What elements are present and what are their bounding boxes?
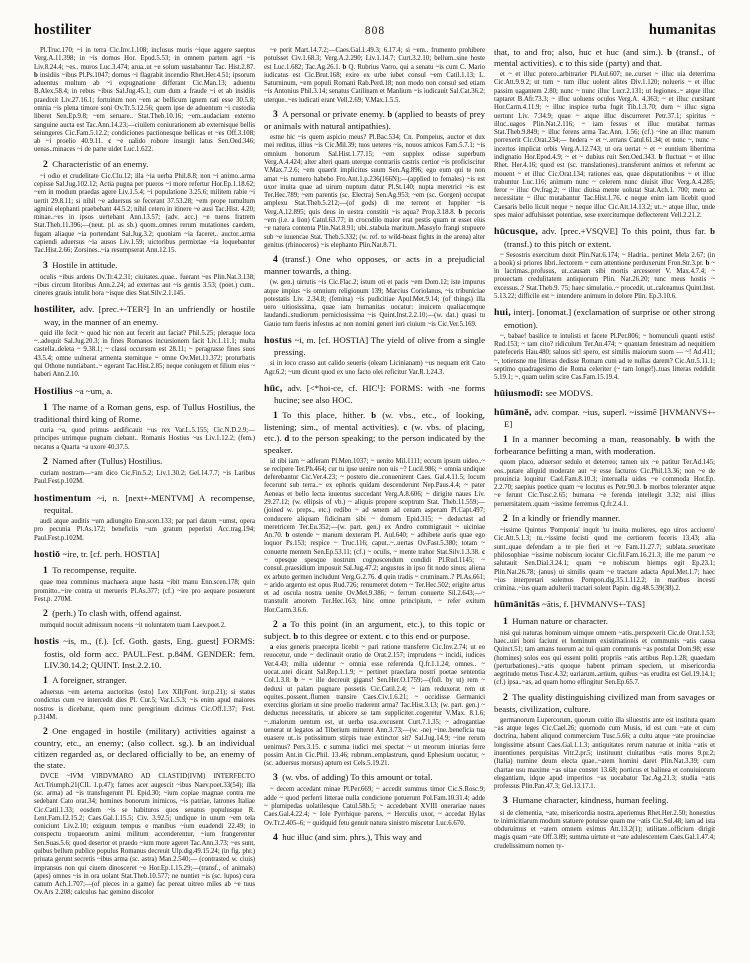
- sense-number: 1: [43, 401, 48, 413]
- sense-heading: 1 Human nature or character.: [503, 615, 608, 627]
- citation-block: et ~ et illuc potero..arbitrarier Pl.Aul.607; ne..curset ~ illuc uia deterrima Cic.Att.9.9.2; ut tum ~ tum illuc uolent alites Div.1.120; nolueris ~ et illuc passim uagantem 2.80; nunc ~ nunc illuc Lucr.2.131; ut legiones..~ atque illuc raptaret B.Afr.73.3; ~ illuc uoluens oculos Verg.A. 4.363; ~ et illuc cursitant Hor.Carm.4.11.9; ~ illuc inspice turba fugit Tib.1.3.70; dum ~ illuc signa uertunt Liv. 7.34.9; quae ~ atque illuc discurreret Petr.37.1; spiritus ~ illuc..uagos Plin.Nat.2.116; ~ iam fessus et illuc mutabat turmas Stat.Theb.9.849; ~ illuc ferens arma Tac.Ann. 1.56; (cf.) ~ine an illuc manum porrexerit Cic.Orat.234;— hedera ~ et ~..errans Catul.61.34; et nunc ~, nunc ~ incertos implicat orbis Verg.A.12.743; ut ora uertat ~ et ~ euntium liberrima indignatio Hor.Epod.4.9; ~ et ~ dubius ruit Sen.Oed.343. b fluctuat ~ et illuc Rhet. Her.4.16; quod est (sc. translationes)..transferunt animos et referunt ac mouent ~ et illuc Cic.Orat.134; rationes eas, quae disputationibus ~ et illuc trahuntur Luc.116; animum nunc ~ celerem nunc diuisit illuc Verg.A.4.285; feror ~ illuc Ov.frag.2; ~ illuc diuisa mente uolutat Stat.Ach.1. 700; metu ac necessitate ~ illuc mutabantur Tac.Hist.1.76. c neque enim iam licebit quod Caesaris bello licuit neque ~ neque illuc Cic.Att.14.13.2; ut..~ atque illuc, unde spes maior adfulsisset potentiae, sese exercitumque deflecterent Vell.2.21.2.: [494, 71, 715, 219]
- sense-number: 3: [273, 108, 278, 120]
- sense-heading: 1 To recompense, requite.: [43, 565, 137, 577]
- sense-number: 2: [503, 513, 508, 525]
- citation-block: a eius generis praecepta licebit ~ pari ratione transferre Cic.Inv.2.74; ut eo reuocetur, unde ~ declinauit oratio de Orat.2.157; imprudens ~ incidi, iudices Ver.4.43; milia uidentur ~ omnia esse referenda Q.fr.1.1.24; omnes.. ~ uocat..utei dicant Sal.Rep.1.1.9; ~ pertinet praeclara nostri poetae sententia Col.1.3.8. b ~ ~ ille decreuit gigans! Sen.Her.O.1759;—(foll. by ut) rem ~ deduxi ut palam pugnare possetis Cic.Catil.2.4; ~ iam reduxerat rem ut equites..possent..flumen transire Caes.Civ.1.6.21; ~ occidisse Germanici exercitus gloriam ut sine proelio traderent arma? Tac.Hist.3.13; (w. part. gen.) ~ deductus necessitatis, ut abicere se tam suppliciter..cogeretur V.Max. 8.1.6; ~..malorum uentum est, ut uerba usa..excusent Curt.7.1.35; ~ adrogantiae uenerat ut legatos ad Tiberium mitteret Ann.3.73;—(w. -ne) ~ine..beneficia tua euasere ut..is potissimum stirpis tuae extinctor sit? Sal.Jug.14.9; ~ine rerum uenimus? Pers.3.15. c summa iudici mei spectat ~ ut meorum iniurias ferre possim Ant.in Cic.Phil. 13.46; rubrum..emplastrum, quod Ephesium uocatur, ~ (sc. aduersus morsus) aptum est Cels.5.19.21.: [264, 644, 485, 768]
- sense-number: 2: [503, 691, 508, 703]
- sense-number: 4: [273, 254, 278, 266]
- headword: hostis: [34, 636, 60, 648]
- sense-number: 3: [273, 772, 278, 784]
- citation-block: id tibi iam ~ adferam Pl.Men.1037; ~ uenito Mil.1111; eccum ipsum uideo..~ se recipere Ter.Ph.464; cur tu ipse uenire non uis ~? Lucil.986; ~ omnia undique deferebantur Cic.Ver.4.23; ~ postero die..conuenirent Caes. Gal.4.11.5; locum fecerunt sub terra..~ ex ephoris quidam descenderunt Nep.Paus.4.4; ~ pater Aeneas et bello lecta iuuentus succedant Verg.A.8.606; ~ dirigite naues Liv. 29.27.12; (w. ellipsis of vb.) ~ aliquis propere sceptrum Stat. Theb.11.559;—(joined w. preps., etc.) redibo ~ ad senem ad cenam asperam Pl.Capt.497; conducere aliquam fidicinam sibi ~ domum Epid.315; ~ deductast ad meretricem Ter.Eu.352;—(w. part. gen.) ex Andro commigrauit ~ uiciniae An.70. b ostende ~ manum dexteram Pl. Aul.640; ~ adhibete auris quae ego loquor Ps.153; respice ~ Truc.116; caput..~..uertas Ov.Fast.5.380; totam ~ conuerte mentem Sen.Ep.53.11; (cf.) ~ oculis, ~ mente trahor Stat.Silv.1.3.38. c ~ opesque spesque nostrum cognoscendum condidi Pl.Rud.1145; ~ consul..praesidium imposuit Sal.Jug.47.2; angustus in ipso fit nodo sinus; aliena ex arbuto germen includunt Verg.G.2.76. d quin tradis ~ cruminam..? Pl.As.661; ~ arido argento est opus Rud.726; renumeret dotem ~ Ter.Hec.502; erigite artus et ad oscula nostra uenite Ov.Met.9.386; ~ ferrum conuerte Sil.2.643;—~ transtulit amorem Ter.Hec.163; hinc omne principium, ~ refer exitum Hor.Carm.3.6.6.: [264, 457, 485, 614]
- entry-hostilius: Hostilius ~a ~um, a.: [34, 385, 113, 397]
- page-number: 808: [364, 25, 386, 37]
- sense-heading: 3 Hostile in attitude.: [43, 259, 118, 271]
- citation-block: quid ille fecit ~ quod hic non aut fecerit aut faciat? Phil.5.25; pleraque loca ~..adequit Sal.Jug.20.3; in fines Romanos incursionem facit Liv.1.11.1; multa castella..deleta ~ 9.38.1; ~ classi occursum est 28.11; ~ peragrasse fines suos 43.5.4; omne uulnerat armenta sternitque ~ omne Ov.Met.11.372; proturbatis qui Othone nuntiabant..~ egerant Tac.Hist.2.85; neque coniugem et filium eius ~ haberi Ann.2.10.: [34, 329, 255, 379]
- sense-heading: 2 The quality distinguishing civilized man from savages or beasts, civilization, culture.: [494, 691, 715, 714]
- citation-block: oculis ~ibus ardens Ov.Tr.4.2.31; ciuitates..quae.. fuerant ~es Plin.Nat.3.138; ~ibus circum litoribus Ann.2.24; ad externas aut ~is gentis 3.53; (poet.) cum.. cineres grauis intulit hora ~isque dies Stat.Silv.2.1.145.: [34, 273, 255, 298]
- entry-huc: hūc, adv. [<*hoi-ce, cf. HIC¹]: FORMS: with -ne forms hucine; see also HOC.: [264, 382, 485, 406]
- citation-block: ~i odio et crudelitate Cic.Clu.12; illa ~ia uerba Phil.8.8; non ~i animo..arma cepisse Sal.Jug.102.12; Actia pugna per pueros ~i more refertur Hor.Ep.1.18.62; ~em in modum praedas agere Liv.1.5.4; ~i populatione 3.25.6; militem rabie ~i uertit 29.8.11; si nihil ~e aduersus se fecerant 37.53.28; ~em prope tumultum agmini elephanti praebebant 44.5.2; nihil cetero in itinere ~e ausi Tac.Hist. 4.20; minae..~es in ipsos uertebant Ann.13.57; (adv. acc.) ~e tuens fratrem Stat.Theb.11.396;—(neut. pl. as sb.) quom..omnes rerum mutationes caedem, fugam aliaque ~ia portendant Sal.Jug.3.2; quoniam ~ia faceret.. auctor..arma capiendi aduersus ~ia ausos Liv.1.59; uictoribus permixtae ~ia loquebantur Tac.Hist.2.66; Zorsines..~ia resumpserat Ann.12.15.: [34, 172, 255, 255]
- sense-number: 2: [43, 455, 48, 467]
- citation-block: ~issime Quintus 'Pomponia' inquit 'tu inuita mulieres, ego uiros acciuero' Cic.Att.5.1.3; tu..~issime fecisti quod me certiorem feceris 13.43; alia sunt..quae defendam a te pie fieri et ~e Fam.11.27.7; sublata..seueritate philosophiae ~issime nobiscum iocatur Cic.fil.Fam.16.21.3; ille me parum ~e salutauit Sen.Dial.3.24.1; quam ~e nobiscum hiemps egit Ep.23.1; Plin.Nat.26.78; (anus) ui similis quam ~e tractare adacta Apul.Met.1.7; haec ~ius interpretari solemus Pompon.dig.35.1.112.2; in maribus incesti crimina..~ius quam adulterii tractari solent Papin. dig.48.5.39(38).2.: [494, 527, 715, 593]
- sense-number: 2: [43, 158, 48, 170]
- text-columns: [34, 47, 716, 945]
- sense-number: 2: [43, 608, 48, 620]
- citation-block: curia ~a, quod primus aedificauit ~us rex Var.L.5.155; Cic.N.D.2.9;—principes utrimque pugnam ciebant.. Romanis Hostius ~us Liv.1.12.2; (fem.) necatus a Quarta ~a uxore 40.37.5.: [34, 427, 255, 451]
- entry-hostus: hostus ~i, m. [cf. HOSTIA] The yield of olive from a single pressing.: [264, 334, 485, 358]
- entry-humanitas: hūmānitās ~ātis, f. [HVMANVS+-TAS]: [494, 599, 645, 611]
- sense-number: 1: [503, 615, 508, 627]
- entry-hui: hui, interj. [onomat.] (exclamation of surprise or other strong emotion).: [494, 307, 715, 330]
- entry-humane: hūmānē, adv. compar. ~ius, superl. ~issimē [HVMANVS+-E]: [494, 406, 715, 430]
- entry-huiusmodi: hūiusmodī: see MODVS.: [494, 388, 593, 400]
- citation-block: (w. gen.) uirtutis ~is Cic.Flac.2; istum oti et pacis ~em Dom.12; iste impurus atque impius ~is omnium religionum 139; Marcius Coriolanus, ~is tribuniciae potestatis Liv. 2.34.8; (femina) ~is pudicitiae Apul.Met.9.14; (of things) illa uero uitiosissima, quae iam humanitas uocatur: inuicem qualiacumque laudandi..studiorum perniciosissima ~is Quint.Inst.2.2.10;—(w. dat.) quasi tu Gauio tum fueris infestus ac non nomini generi iuri ciuium ~is Cic.Ver.5.169.: [264, 279, 485, 328]
- citation-block: numquid nocuit admissum nocens ~it uoluntatem tuam Laev.poet.2.: [40, 622, 226, 630]
- sense-number: 3: [43, 259, 48, 271]
- citation-block: audi atque auditis ~um adiungito Enn.scen.133; par pari datum ~umst, opera pro pecunia Pl.As.172; beneficiis ~um gratum peperisti Acc.trag.194; Paul.Fest.p.102M.: [34, 517, 255, 542]
- sense-heading: 2 Named after (Tullus) Hostilius.: [43, 455, 163, 467]
- entry-hostio: hostiō ~ire, tr. [cf. perh. HOSTIA]: [34, 548, 160, 560]
- sense-heading: 2 One engaged in hostile (military) activities against a country, etc., an enemy; (also collect. sg.). b an individual citizen regarded as, or declared officially to be, an enemy of the state.: [34, 726, 255, 771]
- citation-block: ~ decem accedant minae Pl.Per.669; ~ accedit summus timor Cic.S.Rosc.9; adde ~ quod perferri litterae nulla condicione potuerunt Pol.Fam.10.31.4; adde ~ plumipedas uolatilesque Catul.58b.5; ~ accedebant XVIII onerariae naues Caes.Gal.4.22.4; ~ Iole Pyrrhique parens, ~ Herculis uxor, ~ accedat Hylas Ov.Tr.2.405–6; ~ quidquid fetu genuit natura sinistro miscetur Luc.6.670.: [264, 786, 485, 827]
- sense-heading: 4 huc illuc (and sim. phrs.), This way and: [273, 831, 422, 843]
- headword: hūcusque,: [494, 226, 539, 238]
- citation-block: ~e perit Mart.14.7.2;—Caes.Gal.1.49.3; 6.17.4; si ~em.. frumento prohibere potuisset Civ.1.68.3; Verg.A.2.290; Liv.1.14.7; Curt.3.2.10; bellum..sine hoste est Luc.1.682; Tac.Ag.26.1. b Q. Rubrius Varro, qui a senatu ~is cum C. Mario iudicatus est Cic.Brut.168; exire ex urbe iubet consul ~em Catil.1.13; L. Saturninum, ~em populi Romani Rab.Perd.18; non modo non consul sed etiam ~is Antonius Phil.3.14; senatus Catilinam et Manlium ~is iudicauit Sal.Cat.36.2; uterque..~es iudicati erant Vell.2.69; V.Max.1.5.5.: [264, 47, 485, 104]
- entry-hucusque: hūcusque, adv. [prec.+VSQVE] To this point, thus far. b (transf.) to this pitch or extent.: [494, 226, 715, 249]
- sense-heading: 4 (transf.) One who opposes, or acts in a prejudicial manner towards, a thing.: [264, 254, 485, 277]
- headword: hūc,: [264, 382, 283, 394]
- headword: hūmānē,: [494, 406, 532, 418]
- headword: hostus: [264, 334, 292, 346]
- sense-number: 3: [503, 795, 508, 807]
- citation-block: ~ Sesostris exercitum duxit Plin.Nat.6.174; ~ Hadria.. pertinet Mela 2.67; (in a book) si priores libri..lectorem ~ cum attentione perduxerunt Fron.Str.3.pr. b ~ in lacrimas..profusus, ut..causam sibi mortis arcesseret V. Max.4.7.4; ~ prouectam credulitatem antiquorum Plin. Nat.26.20; tunc meus hostis ~ excessus..? Stat.Theb.9. 75; haec simulatio..~ procedit, ut..calceamus Quint.Inst. 5.13.22; difficile est ~ intendere animum in dolore Plin. Ep.3.10.6.: [494, 251, 715, 301]
- headword: hūmānitās: [494, 599, 540, 611]
- citation-block: DVCE ~IVM VIRDVMARO AD CLASTID⟨IVM⟩ INTERFECTO Act.Triumph.21(CIL 1.p.47); fames acer augescit ~ibus Naev.poet.33(54); illa (sc. arma) ad ~is transfugerunt Pl. Epid.30; ~ium copiae magnae contra me sedebant Cato orat.34; homines bonorum inimicos, ~is patriae, latrones Italiae Cic.Catil.1.33; eosdem ~is se habituros quos senatus populusque R. Lent.Fam.12.15.2; Caes.Gal.1.15.5; Civ. 3.92.5; undique in unum ~em tela coniciunt Liv.2.10; exiguum tempus e manibus ~ium euadendi 22.49; in conspectu tropaeorum animi militum accenderentur, ~ium frangerentur Sen.Suas.5.6; quod desertor et praedo ~ium more ageret Tac.Ann.3.73; ~es sunt, quibus bellum publice populus Romanus decreuit Ulp.dig.49.15.24; (in fig. phr.) priuata gerunt secretis ~ibus arma (sc. astra) Man.2.540;— (contrasted w. ciuis) impransus non qui ciuem dinosceret ~e Hor.Ep.1.15.29;—(transf., of animals) (apes) omnes ~is in ora uolant Stat.Theb.10.577; ne nuntiet ~is (sc. lupos) cura canum Ach.1.707;—(of pieces in a game) fac pereat uitreo miles ab ~e tuus Ov.Ars 2.208; calculus hac gemino discolor: [34, 773, 255, 897]
- citation-block: si de clementia, ~ate, misericordia nostra..aperiemus Rhet.Her.2.50; honestius te inimicitiarum modum statuere potuisse quam me ~atis Cic.Sul.48; iam ad ista obduruimus et ~atem omnem eximus Att.13.2(1); utilitate..officium dirigit magis quam ~ate Off.3.89; summa uirtute et ~ate adulescentem Caes.Gal.1.47.4; crudelissimum nomen ty-: [494, 809, 715, 850]
- sense-heading: 3 A personal or private enemy. b (applied to beasts of prey or animals with natural antipathies).: [264, 108, 485, 132]
- citation-block: estne hic ~is quem aspicio meus? Pl.Bac.534; Cn. Pompeius, auctor et dux mei reditus, illius ~is Cic.Mil.39; tuos ueteres ~is, nouos amicos Fam.5.7.1; ~is omnium bonorum Sal.Hist.1.77.15; ~em supplex odisse superbum Verg.A.4.424; alter alteri quam uterque contrariis castris certior ~is proficiscitur V.Max.7.2.6; ~em quaerit implicitus suum Sen.Ag.896; ego eum qui te non amat ~is numero habebo Fro.Ant.1.p.236(166N);—(applied to females) ~is est uxor inuita quae ad uirum nuptum datur Pl.St.140; nupta meretrici ~is est Ter.Hec.789; ~em parentis (sc. Electra) Sen.Ag.953; ~em (sc. Gorgen) occupat amplexu Stat.Theb.5.212;—(of gods) di me terrent et Iuppiter ~is Verg.A.12.895; quis deus in uestra constitit ~is aqua? Prop.3.18.8. b pecoris ~em (i.e. a lion) Catul.63.77; in crocodilo maior erat pestis quam ut esset eius ~e natura contenta Plin.Nat.8.91; ubi..stabula maritum..Massylo frangi stupuere sub ~e iuuencae Stat. Theb.5.332; (w. ref. to wild-beast fights in the arena) alter genitus (rhinoceros) ~is elephanto Plin.Nat.8.71.: [264, 134, 485, 249]
- column-3: [494, 47, 715, 945]
- citation-block: ~, babae! basilice te intulisti et facete Pl.Per.806; ~ homunculi quanti estis! Rud.153; ~ tam cito? ridiculum Ter.An.474; ~ quantam fenestram ad nequitiem patefeceris Hau.480; saluos sit! spero, est similis maiorum suom — ~! Ad.411; ~, totiensne me litteras dedisse Romam cum ad te nullas darem? Cic.Att.5.11.1; septimo quadragesimo die Roma celeriter (~ tam longe!)..tuas litteras reddidit 5.19.1; ~, quam uelim scire Cas.Fam.15.19.4.: [494, 332, 715, 382]
- sense-heading: 3 (w. vbs. of adding) To this amount or total.: [273, 772, 433, 784]
- entry-hostiliter: hostiliter, adv. [prec.+-TER²] In an unfriendly or hostile way, in the manner of an enemy.: [34, 304, 255, 327]
- entry-hostis: hostis ~is, m., (f.). [cf. Goth. gasts, Eng. guest] FORMS: fostis, old form acc. PAUL.Fest. p.84M. GENDER: fem. LIV.30.14.2; QUINT. Inst.2.2.10.: [34, 636, 255, 670]
- sense-number: 1: [273, 410, 278, 422]
- citation-block: aduersus ~em aeterna auctoritas ⟨esto⟩ Lex XII(Font. iur.p.21); si status condictus cum ~e intercedit dies Pl. Cur.5; Var.L.5.3; ~is enim apud maiores nostros is dicebatur, quem nunc peregrinum dicimus Cic.Off.1.37; Fest. p.314M.: [34, 689, 255, 721]
- sense-heading: 1 The name of a Roman gens, esp. of Tullus Hostilius, the traditional third king of Rome.: [34, 401, 255, 424]
- sense-number: 1: [503, 434, 508, 446]
- column-1: [34, 47, 255, 945]
- sense-number: 2: [273, 618, 278, 630]
- sense-number: 1: [43, 565, 48, 577]
- headword: hostimentum: [34, 492, 92, 504]
- citation-block: Pl.Truc.170; ~i in terra Cic.Inv.1.108; inclusus muris ~ique aggere saeptus Verg.A.11.398; in ~is domos Hor. Epod.5.53; in omnem partem agri ~is Liv.8.24.4; ~es.. muros Luc.3.474; arua..ut ~e solum uastabantur Tac. Hist.2.87. b insidiis ~ibus Pl.Ps.1047; domus ~i flagrabit incendio Rhet.Her.4.51; ipsorum aduentus multum ab ~i expugnatione differant Cic.Man.13; aduentu B.Alex.58.4; in rebus ~ibus Sal.Jug.45.1; cum dum a fraude ~i et ab insidiis praedixit Liv.27.16.1; fortuitum non ~em ac bellicum ignem rati esse 30.5.8; omnia ~is plena timore soni Ov.Tr.5.12.56; quem ipse de aduentum ~i custodia liberet Sen.Ep.9.8; ~em seruare.. Stat.Theb.10.16; ~em..audaciam externo sanguine aucta est Tac.Ann.14.23;—ciuilem coniurationem ab externisque bellis seiungeres Cic.Fam.5.12.2; condiciones pactionesque bellicas et ~es Off.3.108; ab ~i proelio 40.9.11. c ~e ualido robore insurgit latus Sen.Oed.346; uenas..minaces ~i de parte uidet Luc.1.622.: [34, 47, 255, 154]
- sense-number: 2: [43, 726, 48, 738]
- sense-heading: 2 Characteristic of an enemy.: [43, 158, 149, 170]
- citation-block: nisi qui naturas hominum uimque omnem ~atis..perspexerit Cic.de Orat.1.53; haec..uiri boni faciunt et hominum existimationis et communis ~atis causa Quinct.51; tam amans tuorum ac tui quam communis ~as postulat Dom.98; esse (homines) solos eos qui essent politi propriis ~atis artibus Rep.1.28; quaedam (perturbationes)..~atis quoque habent primam speciem, ut misericordia aegritudo metus Tusc.4.32; uariarum..artium, quibus ~as erudita est Gel.19.14.1; (cf.) ipsa..~as, ad quam homo effingitur Sen.Ep.65.7.: [494, 629, 715, 687]
- citation-block: quom placo, aduersor sedulo et deterreo; tamen uix ~e patitur Ter.Ad.145; eos..putare aliquid moderate aut ~e esse facturos Cic.Phil.13.36; non ~e de prouincia loquitur Cael.Fam.8.10.3; interualla uides ~e commoda Hor.Ep. 2.2.70; saepius poetice quam ~e locutus es Petr.90.3. b morbos toleranter atque ~e ferunt Cic.Tusc.2.65; humana ~e ferenda intellegit 3.32; nisi illius peruersitatem..quam ~issime ferremus Q.fr.2.4.1.: [494, 459, 715, 508]
- headword: hostiō: [34, 548, 61, 560]
- header-right-headword: humanitas: [648, 22, 716, 38]
- sense-heading: 1 To this place, hither. b (w. vbs., etc., of looking, listening; sim., of mental activities). c (w. vbs. of placing, etc.). d to the person speaking; to the person indicated by the speaker.: [264, 410, 485, 455]
- sense-heading: 1 In a manner becoming a man, reasonably. b with the forbearance befitting a man, with moderation.: [494, 434, 715, 457]
- sense-heading: 1 A foreigner, stranger.: [43, 674, 127, 686]
- sense-number: 1: [43, 674, 48, 686]
- sense-heading: 2 In a kindly or friendly manner.: [503, 513, 621, 525]
- entry-hostimentum: hostimentum ~i, n. [next+-MENTVM] A recompense, requital.: [34, 492, 255, 515]
- column-2: [264, 47, 485, 945]
- header-left-headword: hostiliter: [34, 22, 92, 38]
- citation-block: si in loco crasso aut calido seueris (oleam Licinianam) ~us nequam erit Cato Agr.6.2; ~um dicunt quod ex uno facto olei reficitur Var.R.1.24.3.: [264, 360, 485, 376]
- sense-heading: 2 (perh.) To clash with, offend against.: [43, 608, 182, 620]
- headword: hui,: [494, 307, 511, 319]
- sense-heading: 3 Humane character, kindness, human feeling.: [503, 795, 669, 807]
- headword: hūiusmodī:: [494, 388, 544, 400]
- sense-number: 4: [273, 831, 278, 843]
- headword: Hostilius: [34, 385, 73, 397]
- sense-heading: 2 a To this point (in an argument, etc.), to this topic or subject. b to this degree or extent. c to this end or purpose.: [264, 618, 485, 642]
- citation-block: curiam nostram—~am dico Cic.Fin.5.2; Liv.1.30.2; Gel.14.7.7; ~is Laribus Paul.Fest.p.102M.: [34, 470, 255, 486]
- headword: hostiliter,: [34, 304, 76, 316]
- citation-block: quae mea comminus machaera atque hasta ~ibit manu Enn.scen.178; quin promitto..~ire contra ut merueris Pl.As.377; (cf.) ~ire pro aequare posuerunt Fest.p. 270M.: [34, 579, 255, 603]
- page-header: [0, 0, 750, 43]
- citation-block: germanorum Lupercorum, quorum coitio illa siluestris ante est instituta quam ~as atque leges Cic.Cael.26; quomodo cum Musis, id est cum ~ate et cum doctrina, habent aliquod commercium Tusc.5.66; a cultu atque ~ate prouinciae longissime absunt Caes.Gal.1.1.3; antiquitates rerum naturae et initia ~atis et inuentiones perquisitas Vitr.2.pr.5; instituunt ciuitatibus ~atis mores 9.pr.2; (Italia) numine deum electa quae..~atem homini daret Plin.Nat.3.39; cum chartae usu maxime ~as uitae constet 13.68; porticus et balinea et conuiuiorum elegantiam, idque apud imperitos ~as uocabatur Tac.Ag.21.3; studia ~atis professus Plin.Pan.47.3; Gel.13.17.1.: [494, 716, 715, 791]
- definition-continuation: that, to and fro; also, huc et huc (and sim.). b (transf., of mental activities). c to this side (party) and that.: [494, 47, 715, 69]
